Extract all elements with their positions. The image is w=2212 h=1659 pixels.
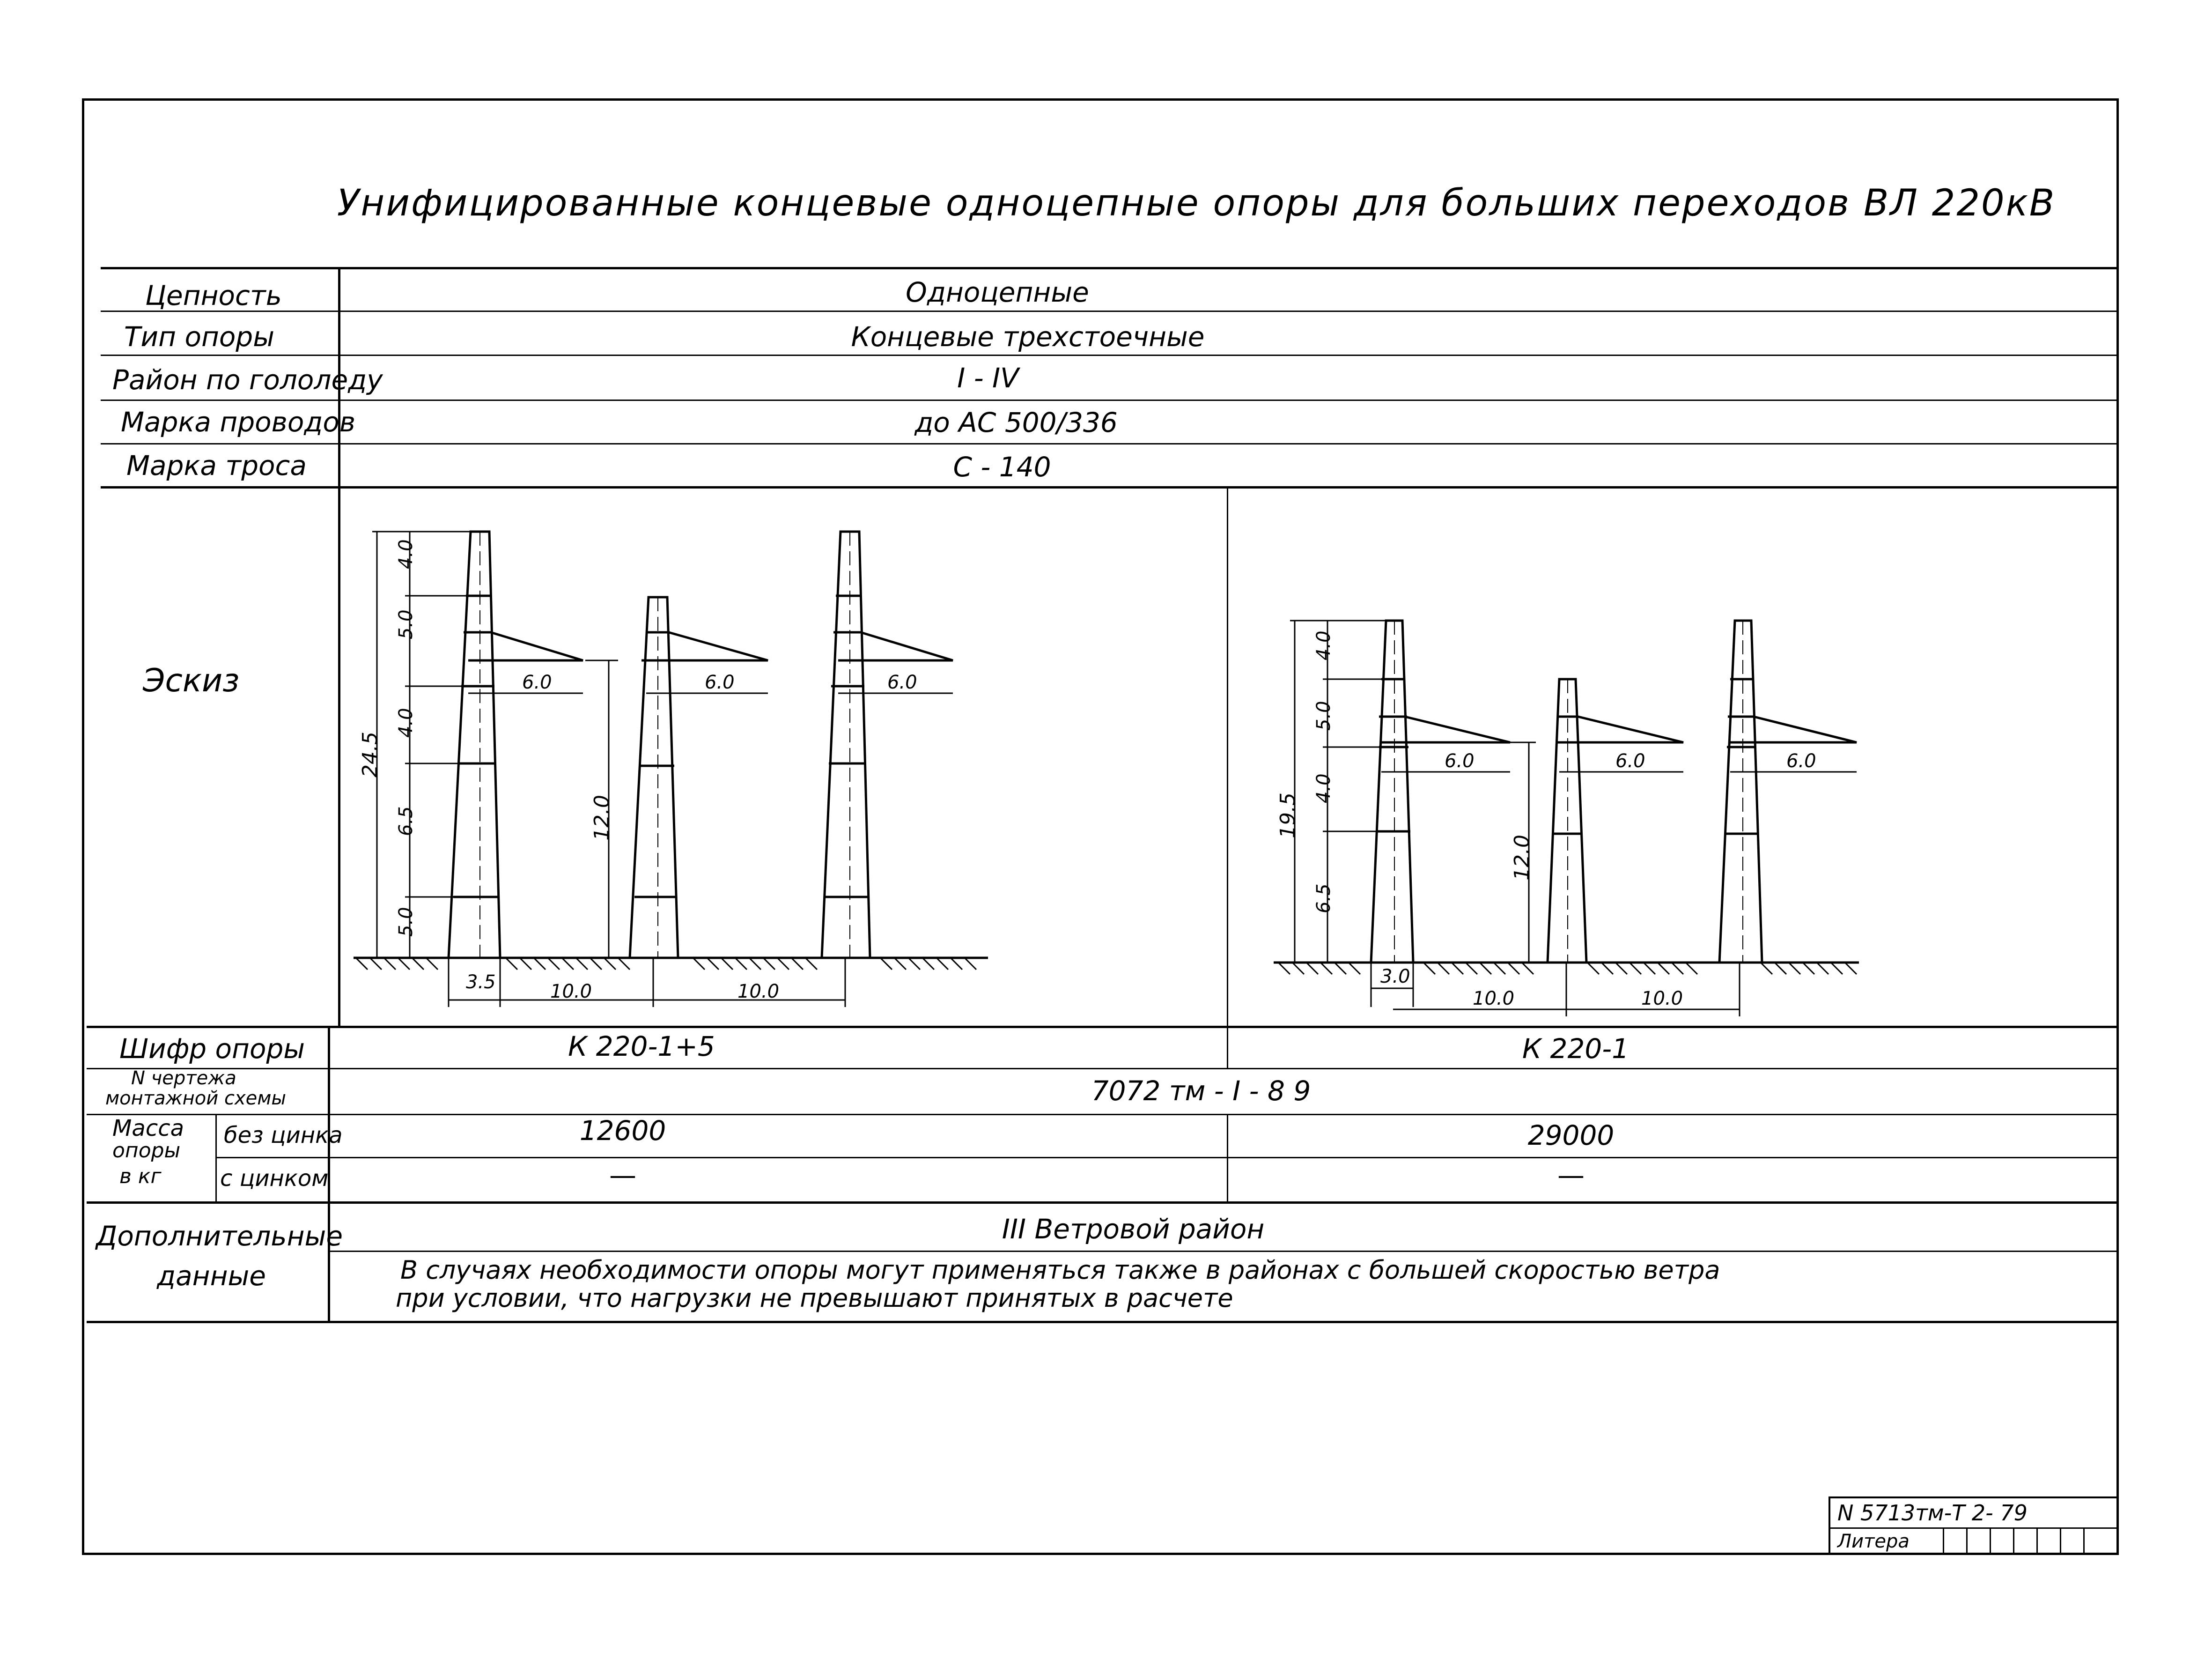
height-label: 5.0 [1313,701,1335,731]
tower-right-1 [1371,621,1510,963]
spacing-label: 10.0 [1641,988,1683,1009]
mass-label-line3: в кг [119,1164,162,1188]
tower-left-3 [822,532,953,958]
height-label: 4.0 [395,708,417,738]
tower-left-2 [630,597,768,958]
mass-zinc-right: — [1557,1159,1585,1191]
spacing-label: 10.0 [1473,988,1515,1009]
tower-right-3 [1719,621,1857,963]
drawing-label-line2: монтажной схемы [105,1088,287,1109]
ice-label: Район по гололеду [112,364,383,396]
code-label: Шифр опоры [119,1033,305,1065]
wire-value: до АС 500/336 [914,407,1118,438]
total-height-label: 24.5 [358,732,382,778]
note-line-1: В случаях необходимости опоры могут применяться также в районах с большей скоростью ветра [400,1255,1720,1285]
arm-label: 6.0 [705,672,735,693]
wire-height-label: 12.0 [590,795,614,841]
stamp-cell [1943,1527,1944,1555]
code-left-value: К 220-1+5 [568,1030,715,1062]
wind-region: III Ветровой район [1002,1213,1265,1245]
wire-height-label: 12.0 [1510,835,1534,881]
cable-label: Марка троса [126,450,307,481]
note-line-2: при условии, что нагрузки не превышают принятых в расчете [396,1283,1233,1313]
circuit-label: Цепность [145,280,282,311]
stamp-cell [2036,1527,2038,1555]
drawing-value: 7072 тм - I - 8 9 [1091,1075,1311,1107]
sketch-label: Эскиз [143,662,240,699]
spacing-label: 10.0 [737,981,780,1002]
no-zinc-label: без цинка [224,1122,343,1148]
title-block-stamp [1829,1496,2119,1555]
tower-left-1 [449,532,583,958]
stamp-cell [1966,1527,1968,1555]
arm-label: 6.0 [887,672,917,693]
stamp-cell [2083,1527,2085,1555]
height-label: 4.0 [1313,773,1335,803]
ground-hatch-right [1278,963,1857,974]
arm-label: 6.0 [1615,750,1645,772]
mass-no-zinc-right: 29000 [1527,1119,1615,1151]
stamp-litera: Литера [1837,1531,1910,1552]
height-label: 6.5 [1313,883,1335,913]
height-label: 5.0 [395,907,417,937]
base-label: 3.5 [466,971,496,993]
page-title: Унифицированные концевые одноцепные опоры для больших переходов ВЛ 220кВ [337,182,2056,224]
zinc-label: с цинком [220,1165,329,1192]
type-value: Концевые трехстоечные [851,321,1205,353]
stamp-cell [1990,1527,1991,1555]
drawing-label-line1: N чертежа [131,1067,236,1089]
mass-no-zinc-left: 12600 [579,1115,666,1147]
height-label: 5.0 [395,609,417,639]
spacing-label: 10.0 [550,981,592,1002]
height-label: 4.0 [1313,630,1335,660]
mass-label-line2: опоры [112,1139,181,1163]
arm-label: 6.0 [1445,750,1475,772]
extra-label-line1: Дополнительные [96,1220,343,1252]
base-label: 3.0 [1380,966,1410,987]
tower-right-2 [1548,679,1683,963]
circuit-value: Одноцепные [906,276,1089,308]
stamp-number: N 5713тм-Т 2- 79 [1837,1500,2028,1526]
wire-label: Марка проводов [121,406,356,438]
height-label: 6.5 [395,806,417,836]
arm-label: 6.0 [1786,750,1816,772]
arm-label: 6.0 [522,672,552,693]
code-right-value: К 220-1 [1522,1033,1630,1065]
cable-value: С - 140 [953,451,1051,483]
stamp-cell [2060,1527,2061,1555]
stamp-cell [2013,1527,2014,1555]
extra-label-line2: данные [157,1260,266,1292]
mass-label-line1: Масса [112,1115,184,1141]
total-height-label: 19.5 [1276,792,1300,838]
stamp-divider [1830,1527,2119,1529]
ice-value: I - IV [957,362,1019,394]
type-label: Тип опоры [124,321,274,353]
height-label: 4.0 [395,539,417,569]
mass-zinc-left: — [609,1159,636,1191]
